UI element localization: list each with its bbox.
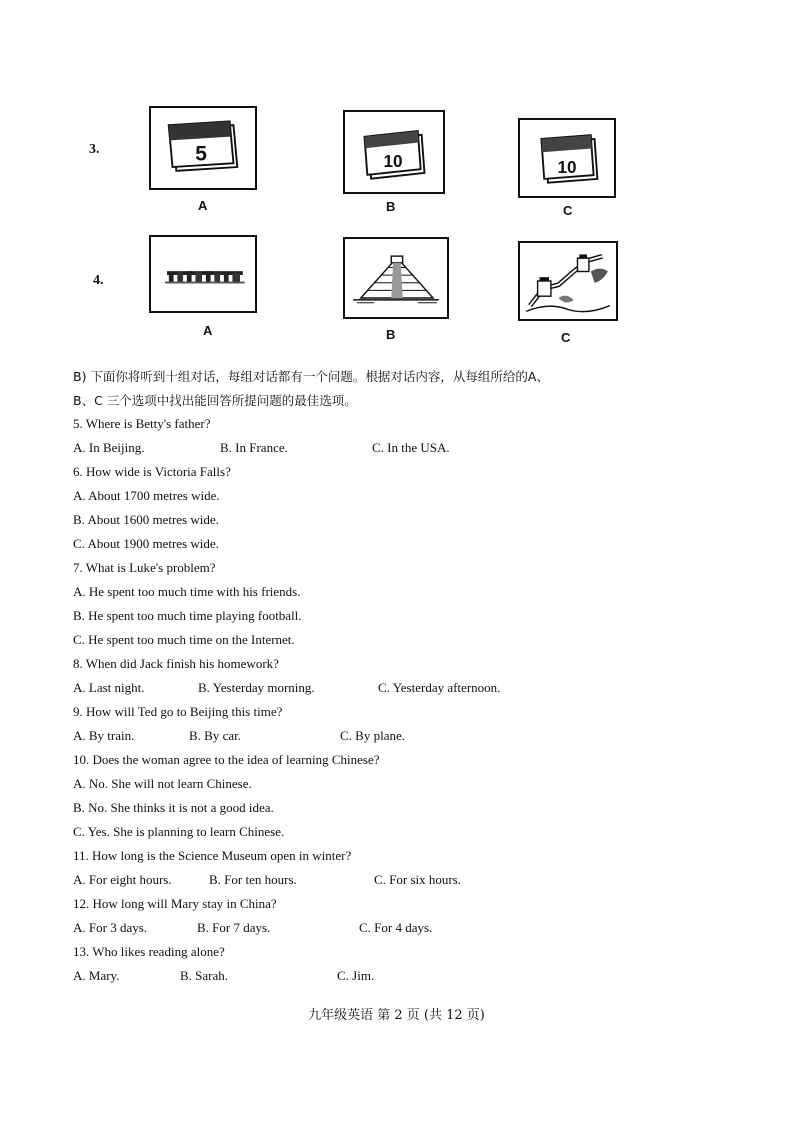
option-c: C. In the USA. bbox=[372, 440, 450, 455]
option-c: C. For 4 days. bbox=[359, 920, 433, 935]
q4-caption-b: B bbox=[386, 327, 396, 342]
calendar-icon bbox=[151, 108, 255, 188]
option-a: A. For eight hours. bbox=[73, 872, 172, 887]
question-7-option-b: B. He spent too much time playing football. bbox=[73, 608, 302, 623]
calendar-icon bbox=[520, 120, 614, 196]
option-b: B. Sarah. bbox=[180, 968, 229, 983]
option-c: C. By plane. bbox=[340, 728, 405, 743]
q3-picture-c-calendar bbox=[518, 118, 616, 198]
q3-picture-b-calendar bbox=[343, 110, 445, 194]
calendar-date-b: 10 bbox=[383, 151, 403, 172]
stonehenge-icon bbox=[151, 237, 255, 311]
calendar-date-c: 10 bbox=[557, 158, 577, 178]
question-6-option-c: C. About 1900 metres wide. bbox=[73, 536, 219, 551]
option-b: B. For ten hours. bbox=[209, 872, 297, 887]
question-11: 11. How long is the Science Museum open in winter? bbox=[73, 848, 352, 863]
q4-picture-b-pyramid bbox=[343, 237, 449, 319]
question-8: 8. When did Jack finish his homework? bbox=[73, 656, 279, 671]
page-footer: 九年级英语 第 2 页 (共 12 页) bbox=[308, 1008, 485, 1023]
calendar-icon bbox=[345, 112, 443, 192]
question-10-option-a: A. No. She will not learn Chinese. bbox=[73, 776, 252, 791]
option-a: A. Last night. bbox=[73, 680, 145, 695]
question-6: 6. How wide is Victoria Falls? bbox=[73, 464, 231, 479]
question-9: 9. How will Ted go to Beijing this time? bbox=[73, 704, 283, 719]
question-12: 12. How long will Mary stay in China? bbox=[73, 896, 277, 911]
option-a: A. For 3 days. bbox=[73, 920, 148, 935]
option-b: B. Yesterday morning. bbox=[198, 680, 315, 695]
q3-caption-c: C bbox=[563, 203, 573, 218]
question-10-option-c: C. Yes. She is planning to learn Chinese. bbox=[73, 824, 285, 839]
question-10: 10. Does the woman agree to the idea of learning Chinese? bbox=[73, 752, 380, 767]
option-c: C. Yesterday afternoon. bbox=[378, 680, 501, 695]
great-wall-icon bbox=[520, 243, 616, 319]
section-b-instruction-line1: B) 下面你将听到十组对话，每组对话都有一个问题。根据对话内容，从每组所给的A、 bbox=[73, 369, 549, 384]
option-c: C. For six hours. bbox=[374, 872, 462, 887]
section-b-instruction-line2: B、C 三个选项中找出能回答所提问题的最佳选项。 bbox=[73, 393, 357, 408]
q3-caption-b: B bbox=[386, 199, 396, 214]
question-6-option-a: A. About 1700 metres wide. bbox=[73, 488, 220, 503]
q4-caption-a: A bbox=[203, 323, 213, 338]
q4-picture-c-great-wall bbox=[518, 241, 618, 321]
q4-caption-c: C bbox=[561, 330, 571, 345]
question-4-number: 4. bbox=[93, 273, 104, 288]
option-a: A. By train. bbox=[73, 728, 135, 743]
question-6-option-b: B. About 1600 metres wide. bbox=[73, 512, 219, 527]
q3-picture-a-calendar bbox=[149, 106, 257, 190]
question-7: 7. What is Luke's problem? bbox=[73, 560, 216, 575]
question-7-option-c: C. He spent too much time on the Internet. bbox=[73, 632, 295, 647]
question-5: 5. Where is Betty's father? bbox=[73, 416, 211, 431]
question-3-number: 3. bbox=[89, 142, 100, 157]
q4-picture-a-stonehenge bbox=[149, 235, 257, 313]
option-b: B. For 7 days. bbox=[197, 920, 271, 935]
q3-caption-a: A bbox=[198, 198, 208, 213]
question-10-option-b: B. No. She thinks it is not a good idea. bbox=[73, 800, 274, 815]
question-13: 13. Who likes reading alone? bbox=[73, 944, 225, 959]
option-a: A. In Beijing. bbox=[73, 440, 145, 455]
question-7-option-a: A. He spent too much time with his friends. bbox=[73, 584, 301, 599]
calendar-date-a: 5 bbox=[195, 142, 207, 166]
option-a: A. Mary. bbox=[73, 968, 120, 983]
pyramid-icon bbox=[345, 239, 447, 317]
option-b: B. By car. bbox=[189, 728, 241, 743]
option-b: B. In France. bbox=[220, 440, 288, 455]
option-c: C. Jim. bbox=[337, 968, 375, 983]
